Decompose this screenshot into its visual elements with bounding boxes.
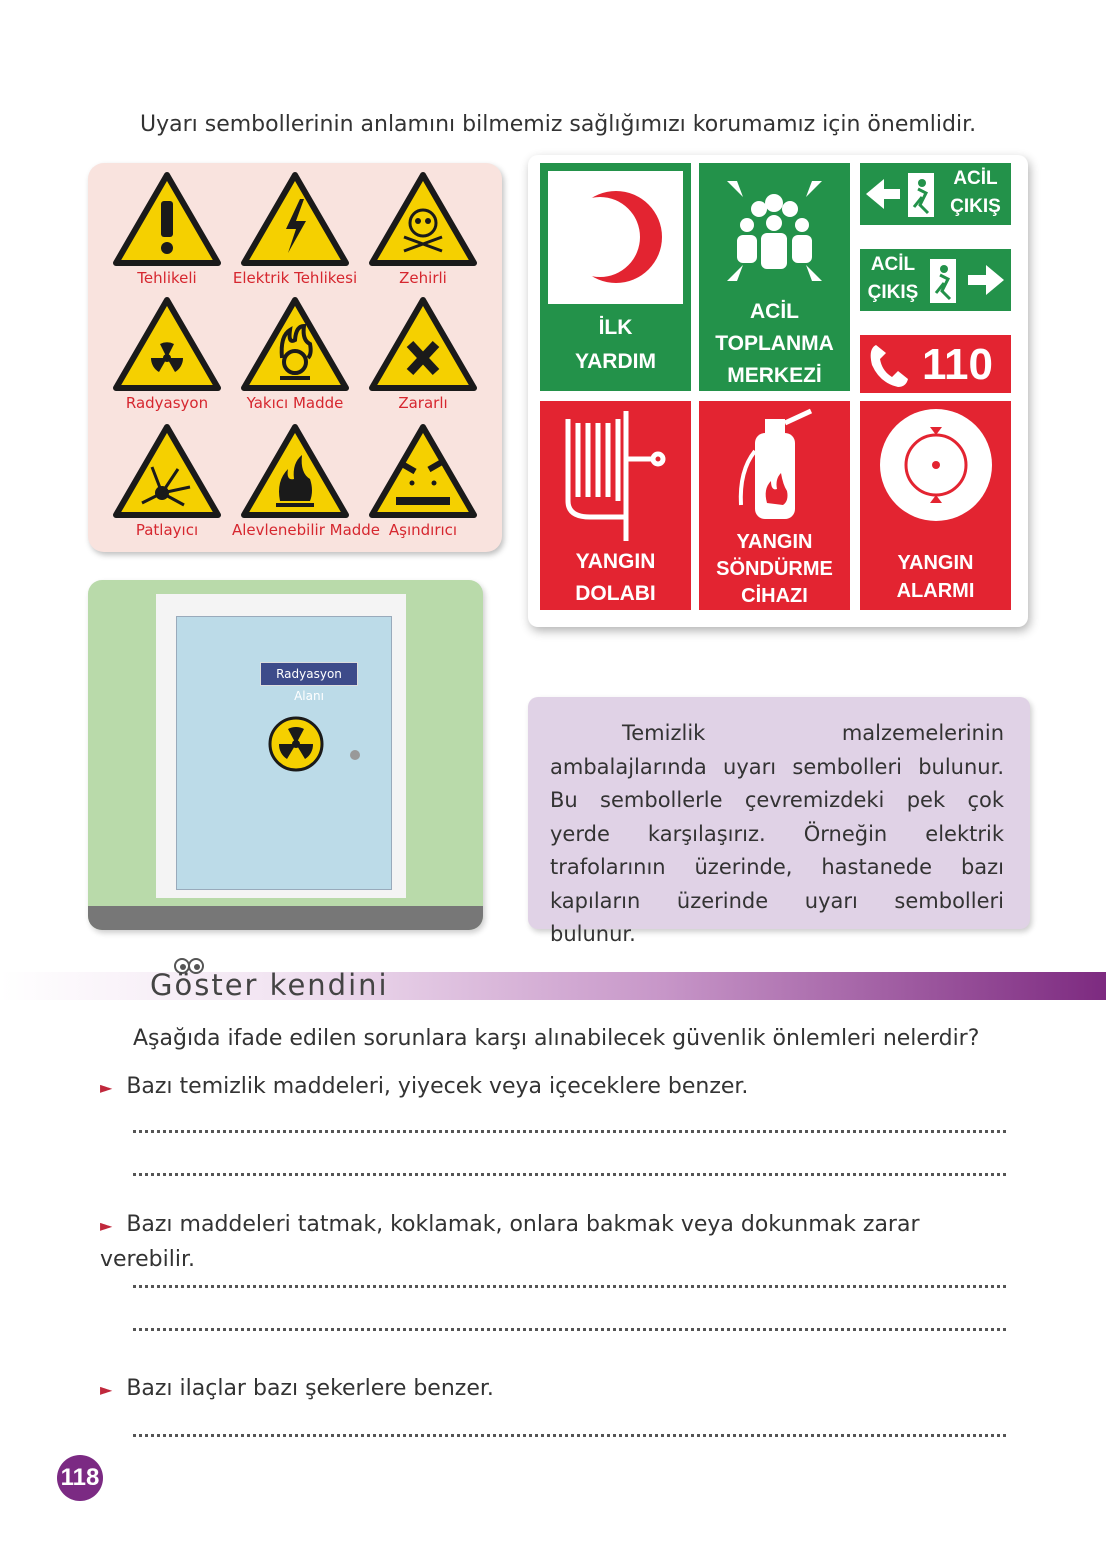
fire-alarm-icon [860, 401, 1011, 541]
answer-line[interactable] [133, 1285, 1006, 1288]
info-text [550, 717, 1004, 952]
sign-ilk-yardim [540, 163, 691, 391]
sign-yangin-sondurme [699, 401, 850, 610]
hazard-yakici [232, 296, 358, 412]
radiation-icon [268, 716, 324, 772]
sign-acil-cikis-right [860, 249, 1011, 311]
hazard-label: Tehlikeli [137, 269, 197, 287]
hazard-elektrik [232, 171, 358, 287]
sign-text: YANGIN [736, 531, 813, 553]
door-knob [350, 750, 360, 760]
triangle-bullet-icon: ► [100, 1078, 113, 1097]
sign-text: ACİL [750, 300, 799, 323]
explosion-icon [112, 423, 222, 519]
sign-text: CİHAZI [741, 585, 808, 607]
hazard-label: Alevlenebilir Madde [232, 521, 381, 539]
sign-text: DOLABI [575, 582, 656, 605]
sign-text: ALARMI [896, 580, 975, 602]
triangle-bullet-icon: ► [100, 1380, 113, 1399]
skull-icon [368, 171, 478, 267]
answer-line[interactable] [133, 1328, 1006, 1331]
question-text: Aşağıda ifade edilen sorunlara karşı alınabilecek güvenlik önlemleri nelerdir? [133, 1026, 980, 1051]
sign-text: TOPLANMA [715, 332, 834, 355]
hazard-asindirici [360, 423, 486, 539]
exclamation-icon [112, 171, 222, 267]
oxidizer-icon [240, 296, 350, 392]
radiation-door-illustration [88, 580, 483, 930]
floor [88, 906, 483, 930]
hazard-radyasyon [104, 296, 230, 412]
info-box [528, 697, 1030, 946]
triangle-bullet-icon: ► [100, 1216, 113, 1235]
cross-icon [368, 296, 478, 392]
hazard-label: Yakıcı Madde [246, 394, 344, 412]
sign-text: MERKEZİ [727, 364, 822, 387]
question-item [100, 1208, 1006, 1277]
sign-text: SÖNDÜRME [716, 558, 833, 580]
sign-phone-110 [860, 335, 1011, 393]
hazard-label: Patlayıcı [135, 521, 199, 539]
question-item [100, 1376, 494, 1401]
hazard-label: Elektrik Tehlikesi [232, 269, 358, 287]
sign-text: ÇIKIŞ [867, 282, 919, 303]
sign-yangin-alarmi [860, 401, 1011, 610]
hazard-label: Zehirli [399, 269, 447, 287]
hazard-patlayici [104, 423, 230, 539]
hazard-zararli [360, 296, 486, 412]
page-number: 118 [57, 1455, 103, 1501]
hazard-label: Aşındırıcı [388, 521, 458, 539]
question-item [100, 1074, 748, 1099]
sign-toplanma [699, 163, 850, 391]
red-crescent-icon [548, 171, 683, 304]
answer-line[interactable] [133, 1434, 1006, 1437]
section-title: Göster kendini [150, 968, 389, 1002]
item-text: Bazı temizlik maddeleri, yiyecek veya içeceklere benzer. [126, 1074, 749, 1099]
hazard-label: Radyasyon [125, 394, 209, 412]
hazard-label: Zararlı [398, 394, 448, 412]
exit-arrow-right-icon [926, 249, 1011, 311]
corrosive-icon [368, 423, 478, 519]
sign-text: YANGIN [897, 552, 974, 574]
fire-extinguisher-icon [699, 401, 850, 531]
sign-text: İLK [598, 316, 633, 339]
sign-text: YARDIM [575, 350, 656, 373]
safety-signs-board [528, 155, 1028, 627]
sign-text: ÇIKIŞ [950, 196, 1001, 217]
hazard-alevlenebilir [232, 423, 381, 539]
item-text: Bazı maddeleri tatmak, koklamak, onlara bakmak veya dokunmak zarar verebilir. [100, 1212, 920, 1272]
hazard-zehirli [360, 171, 486, 287]
info-text-content: Temizlik malzemelerinin ambalajlarında uyarı sembolleri bulunur. Bu sembollerle çevremizdeki pek çok yerde karşılaşırız. Örneğin elektrik trafolarının üzerinde, hastanede bazı kapıların üzerinde uyarı sembolleri bulunur. [550, 721, 1004, 946]
answer-line[interactable] [133, 1130, 1006, 1133]
intro-text: Uyarı sembollerinin anlamını bilmemiz sağlığımızı korumamız için önemlidir. [140, 112, 977, 137]
door-sign: Radyasyon Alanı [260, 662, 358, 686]
answer-line[interactable] [133, 1173, 1006, 1176]
hazard-tehlikeli [104, 171, 230, 287]
sign-yangin-dolabi [540, 401, 691, 610]
sign-text: ACİL [953, 168, 998, 189]
flame-icon [240, 423, 350, 519]
exit-arrow-left-icon [860, 163, 940, 225]
assembly-point-icon [699, 163, 850, 288]
radiation-icon [112, 296, 222, 392]
lightning-icon [240, 171, 350, 267]
sign-acil-cikis-left [860, 163, 1011, 225]
phone-number: 110 [922, 340, 993, 389]
hazard-symbols-panel [88, 163, 502, 552]
fire-hose-icon [540, 401, 691, 541]
sign-text: ACİL [870, 254, 916, 275]
sign-text: YANGIN [575, 550, 656, 573]
item-text: Bazı ilaçlar bazı şekerlere benzer. [126, 1376, 494, 1401]
